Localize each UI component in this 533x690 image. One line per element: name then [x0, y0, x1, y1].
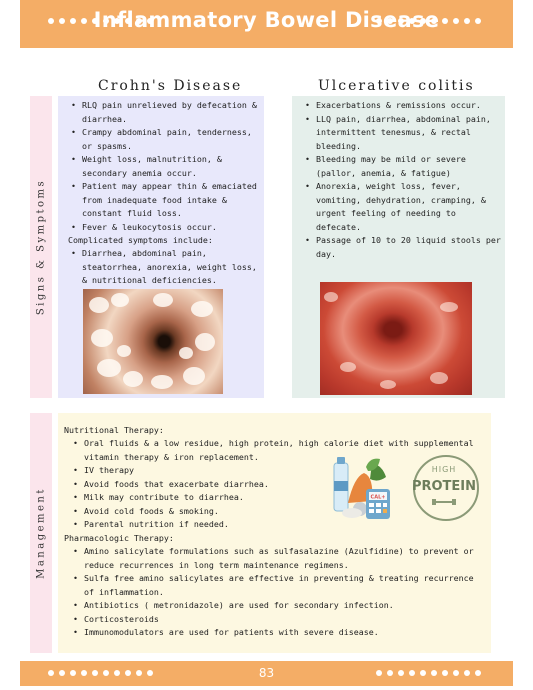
high-protein-logo	[405, 455, 483, 521]
signs-symptoms-label: Signs & Symptoms	[35, 178, 47, 316]
list-item: • Corticosteroids	[64, 613, 488, 627]
crohns-title: Crohn's Disease	[98, 78, 243, 94]
ulcerative-colitis-title: Ulcerative colitis	[318, 78, 475, 94]
list-item: • Oral fluids & a low residue, high protein, high calorie diet with supplemental vitamin therapy & iron replacement.	[64, 437, 484, 464]
list-item: • Fever & leukocytosis occur.	[62, 221, 262, 235]
list-item: • Avoid cold foods & smoking.	[64, 505, 334, 519]
list-item: • Parental nutrition if needed.	[64, 518, 334, 532]
list-item: • Antibiotics ( metronidazole) are used for secondary infection.	[64, 599, 488, 613]
list-item: • Weight loss, malnutrition, & secondary anemia occur.	[62, 153, 262, 180]
list-item: • IV therapy	[64, 464, 334, 478]
crohns-symptom-list	[62, 99, 262, 234]
management-label: Management	[35, 487, 47, 579]
list-item: • LLQ pain, diarrhea, abdominal pain, intermittent tenesmus, & rectal bleeding.	[296, 113, 504, 154]
signs-symptoms-strip	[30, 96, 52, 398]
page-title: Inflammatory Bowel Disease	[93, 8, 440, 32]
list-item: • RLQ pain unrelieved by defecation & diarrhea.	[62, 99, 262, 126]
logo-high-text: HIGH	[431, 465, 457, 474]
management-panel	[58, 413, 491, 653]
pharmacologic-therapy-list	[64, 545, 488, 640]
food-nutrition-icon	[330, 455, 394, 521]
list-item: • Diarrhea, abdominal pain, steatorrhea, anorexia, weight loss, & nutritional deficiencies.	[62, 247, 262, 288]
list-item: • Amino salicylate formulations such as sulfasalazine (Azulfidine) to prevent or reduce recurrences in long term maintenance regimens.	[64, 545, 488, 572]
uc-symptom-list	[296, 99, 504, 261]
complicated-symptom-list	[62, 247, 262, 288]
list-item: • Passage of 10 to 20 liquid stools per day.	[296, 234, 504, 261]
list-item: • Avoid foods that exacerbate diarrhea.	[64, 478, 334, 492]
dumbbell-icon	[431, 497, 457, 507]
ulcerative-colitis-colon-image	[320, 282, 472, 395]
pharmacologic-therapy-heading: Pharmacologic Therapy:	[64, 533, 174, 543]
list-item: • Patient may appear thin & emaciated from inadequate food intake & constant fluid loss.	[62, 180, 262, 221]
list-item: • Immunomodulators are used for patients with severe disease.	[64, 626, 488, 640]
crohns-colon-image	[83, 289, 223, 394]
logo-protein-text: PROTEIN	[411, 479, 477, 494]
list-item: • Exacerbations & remissions occur.	[296, 99, 504, 113]
calculator-label: CAL+	[370, 494, 386, 501]
list-item: • Anorexia, weight loss, fever, vomiting, dehydration, cramping, & urgent feeling of needing to defecate.	[296, 180, 504, 234]
nutritional-therapy-heading: Nutritional Therapy:	[64, 425, 164, 435]
list-item: • Bleeding may be mild or severe (pallor, anemia, & fatigue)	[296, 153, 504, 180]
page-number: 83	[258, 666, 275, 680]
complicated-symptoms-heading: Complicated symptoms include:	[68, 235, 213, 245]
list-item: • Milk may contribute to diarrhea.	[64, 491, 334, 505]
management-strip	[30, 413, 52, 653]
list-item: • Crampy abdominal pain, tenderness, or spasms.	[62, 126, 262, 153]
list-item: • Sulfa free amino salicylates are effective in preventing & treating recurrence of inflammation.	[64, 572, 488, 599]
